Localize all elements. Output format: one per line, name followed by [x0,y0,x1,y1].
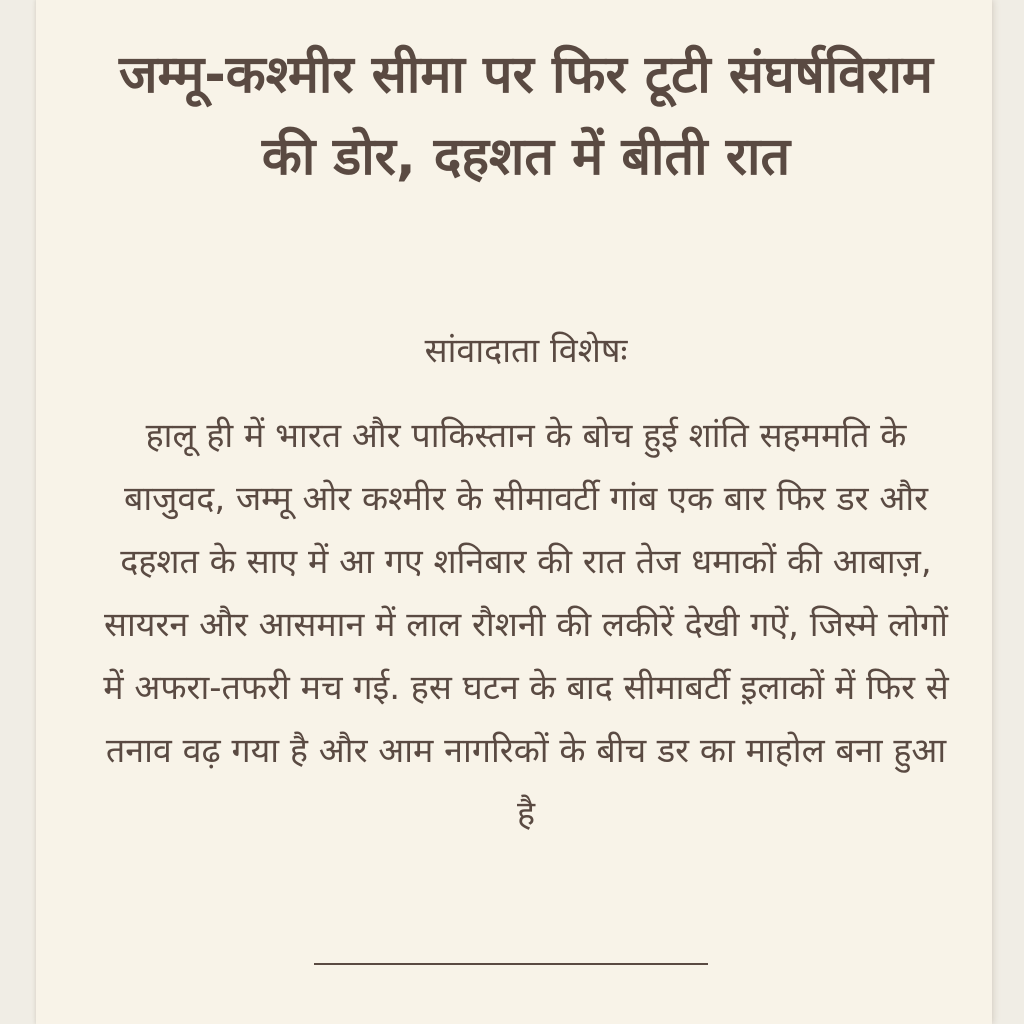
article-byline: सांवादाता विशेषः [424,331,628,371]
article-headline: जम्मू-कश्मीर सीमा पर फिर टूटी संघर्षविराम की डोर, दहशत में बीती रात [118,45,934,187]
divider-line [314,963,708,965]
newspaper-page [36,0,992,1024]
article-body: हालू ही में भारत और पाकिस्तान के बोच हुई शांति सहममति के बाजुवद, जम्मू ओर कश्मीर के सीमावर्टी गांब एक बार फिर डर और दहशत के साए में आ गए शनिबार की रात तेज धमाकों की आबाज़, सायरन और आसमान में लाल रौशनी की लकीरें देखी गऐं, जिस्मे लोगों में अफरा-तफरी मच गई. हस घटन के बाद सीमाबर्टी इ़लाकों में फिर से तनाव वढ़ गया है और आम नागरिकों के बीच डर का माहोल बना हुआ है [103,416,949,834]
